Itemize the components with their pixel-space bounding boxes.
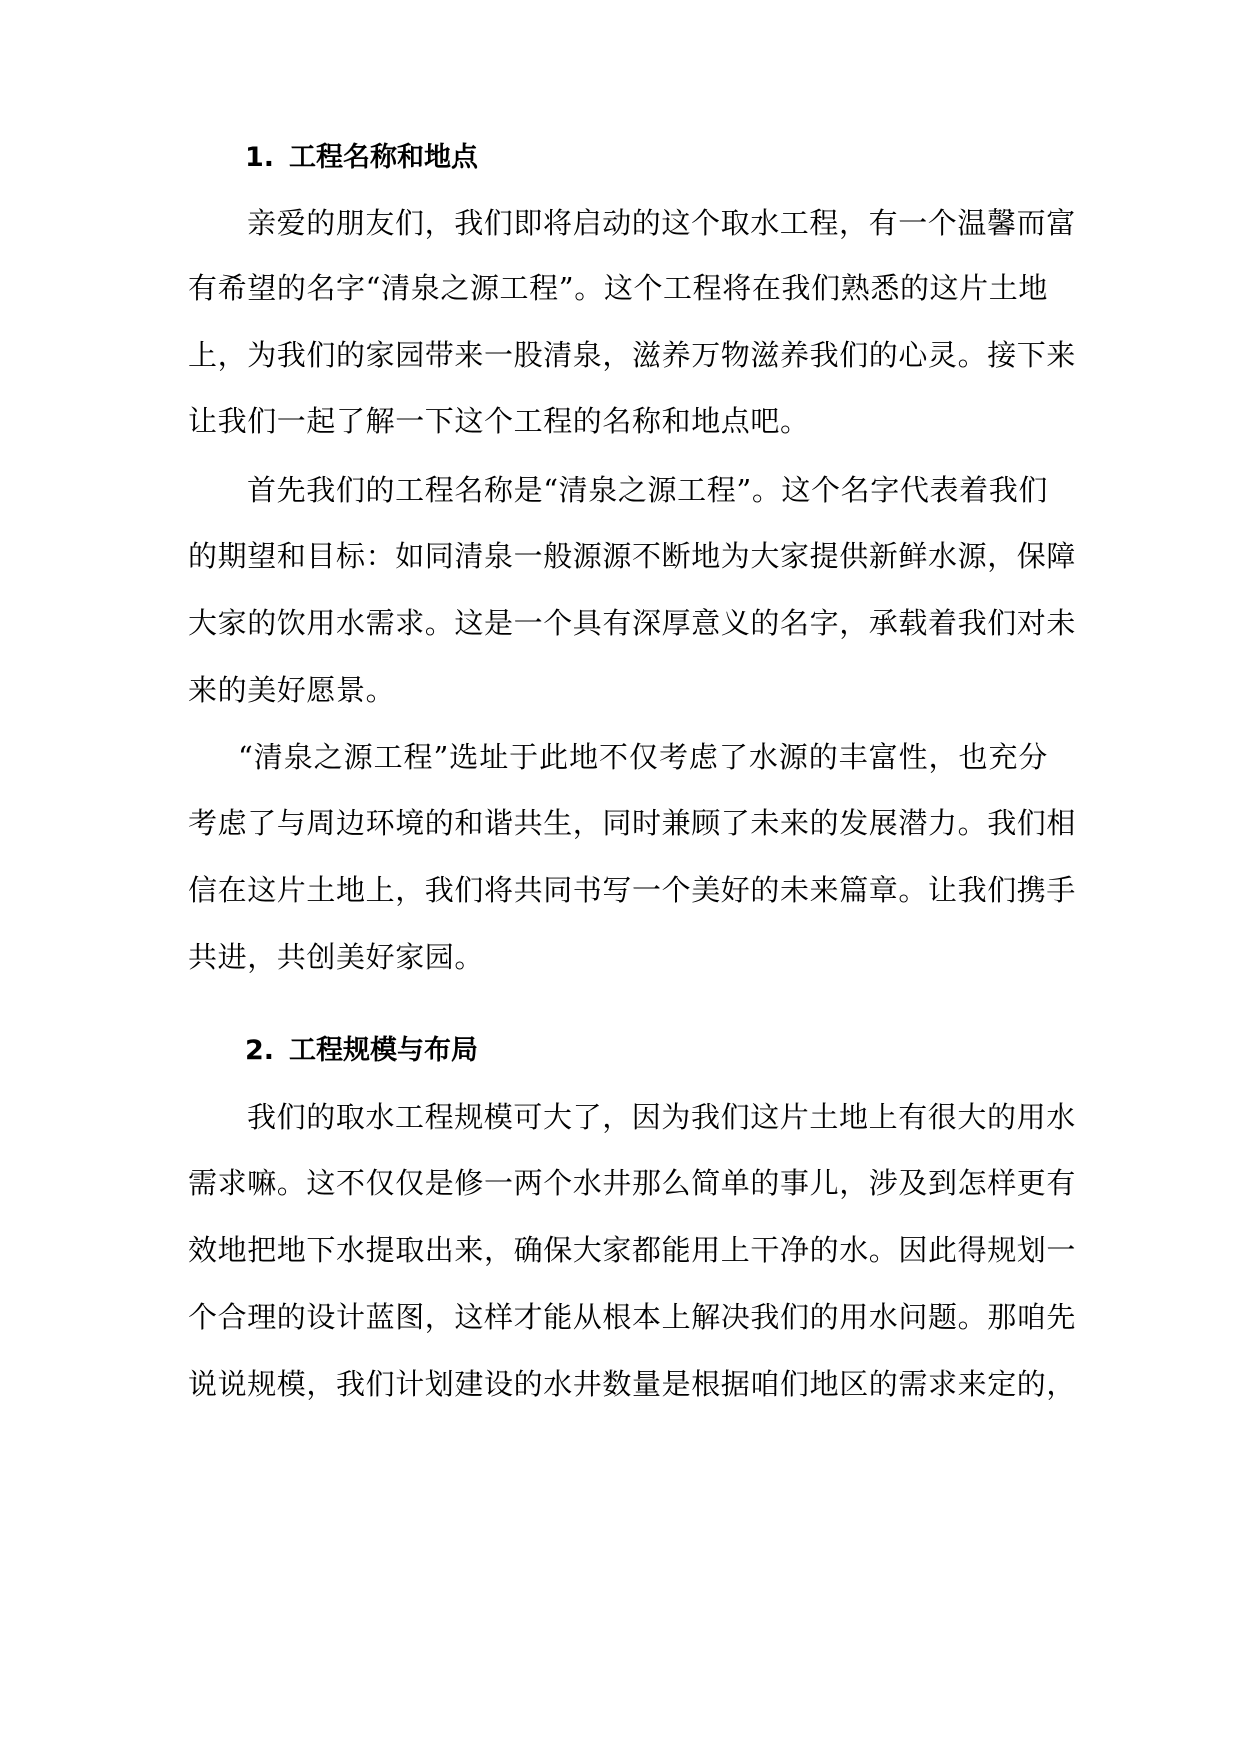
paragraph-line: 信在这片土地上，我们将共同书写一个美好的未来篇章。让我们携手 (188, 873, 1077, 907)
section-2-title: 工程规模与布局 (289, 1035, 478, 1066)
section-2-number: 2. (245, 1035, 275, 1066)
paragraph-line: 共进，共创美好家园。 (188, 940, 485, 974)
section-1-number: 1. (245, 142, 275, 173)
section-1-heading (245, 138, 478, 178)
paragraph-line: “清泉之源工程”选址于此地不仅考虑了水源的丰富性，也充分 (238, 740, 1048, 774)
paragraph-line: 说说规模，我们计划建设的水井数量是根据咱们地区的需求来定的， (188, 1367, 1077, 1401)
paragraph-line: 效地把地下水提取出来，确保大家都能用上干净的水。因此得规划一 (188, 1233, 1077, 1267)
paragraph-line: 的期望和目标：如同清泉一般源源不断地为大家提供新鲜水源，保障 (188, 539, 1077, 573)
paragraph-line: 首先我们的工程名称是“清泉之源工程”。这个名字代表着我们 (247, 473, 1048, 507)
section-1-title: 工程名称和地点 (289, 142, 478, 173)
paragraph-line: 大家的饮用水需求。这是一个具有深厚意义的名字，承载着我们对未 (188, 606, 1077, 640)
paragraph-line: 亲爱的朋友们，我们即将启动的这个取水工程，有一个温馨而富 (247, 206, 1076, 240)
paragraph-line: 有希望的名字“清泉之源工程”。这个工程将在我们熟悉的这片土地 (188, 271, 1048, 305)
paragraph-line: 需求嘛。这不仅仅是修一两个水井那么简单的事儿，涉及到怎样更有 (188, 1166, 1077, 1200)
paragraph-line: 个合理的设计蓝图，这样才能从根本上解决我们的用水问题。那咱先 (188, 1300, 1077, 1334)
section-2-heading (245, 1031, 478, 1071)
paragraph-line: 考虑了与周边环境的和谐共生，同时兼顾了未来的发展潜力。我们相 (188, 806, 1077, 840)
paragraph-line: 来的美好愿景。 (188, 673, 396, 707)
paragraph-line: 我们的取水工程规模可大了，因为我们这片土地上有很大的用水 (247, 1100, 1076, 1134)
paragraph-line: 上，为我们的家园带来一股清泉，滋养万物滋养我们的心灵。接下来 (188, 338, 1077, 372)
paragraph-line: 让我们一起了解一下这个工程的名称和地点吧。 (188, 404, 810, 438)
